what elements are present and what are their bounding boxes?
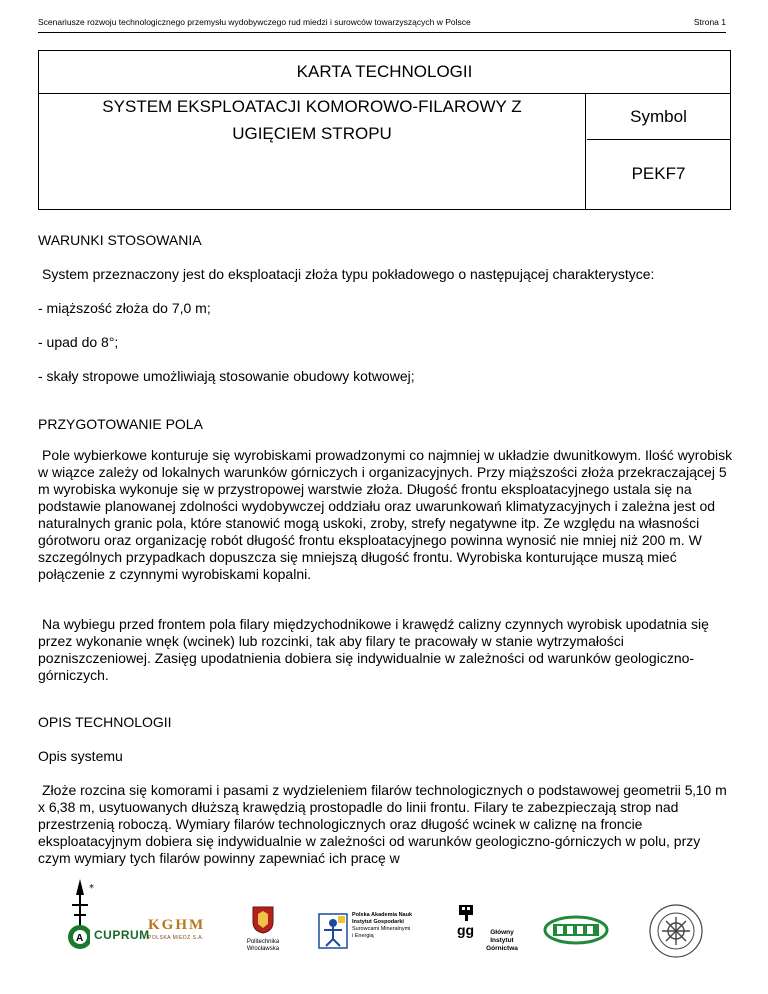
- pan-name-line: Instytut Gospodarki: [352, 919, 404, 925]
- pan-name-line: Polska Akademia Nauk: [352, 912, 413, 918]
- technology-card: [38, 50, 731, 210]
- partner-logos: [38, 873, 731, 963]
- warunki-item: - miąższość złoża do 7,0 m;: [38, 300, 211, 316]
- cuprum-wordmark: CUPRUM: [94, 928, 150, 942]
- subsection-heading-opis-systemu: Opis systemu: [38, 748, 123, 764]
- pwr-name-line: Wrocławska: [246, 946, 280, 952]
- svg-text:gg: gg: [457, 922, 475, 938]
- symbol-value: PEKF7: [631, 164, 686, 183]
- svg-text:*: *: [89, 883, 94, 894]
- warunki-intro: System przeznaczony jest do eksploatacji złoża typu pokładowego o następującej charakterystyce:: [42, 266, 655, 282]
- kghm-wordmark: KGHM: [148, 917, 206, 933]
- gig-name-line: Główny: [490, 929, 514, 936]
- pan-igsmie-logo: [318, 911, 433, 955]
- university-seal-icon: [648, 903, 704, 959]
- section-heading-warunki: WARUNKI STOSOWANIA: [38, 232, 202, 248]
- przygotowanie-paragraph: Na wybiegu przed frontem pola filary międzychodnikowe i krawędź calizny czynnych wyrobisk upodatnia się przez wykonanie wnęk (wcinek) lub rozcinki, tak aby filary te pracowały w stanie wytrzymałości pozniszczeniowej. Zasięg upodatnienia dobiera się indywidualnie w zależności od warunków geologiczno-górniczych.: [38, 616, 709, 683]
- warunki-item: - skały stropowe umożliwiają stosowanie obudowy kotwowej;: [38, 368, 415, 384]
- gig-emblem-icon: [456, 903, 482, 939]
- cuprum-logo: [52, 877, 150, 957]
- kghm-subtitle: POLSKA MIEDŹ S.A.: [148, 935, 205, 941]
- document-header-title: Scenariusze rozwoju technologicznego przemysłu wydobywczego rud miedzi i surowców towarzyszących w Polsce: [38, 17, 471, 27]
- pan-name-line: i Energią: [352, 933, 374, 939]
- card-title: KARTA TECHNOLOGII: [39, 51, 730, 94]
- system-name-cell: [39, 93, 586, 210]
- gig-logo: [456, 903, 526, 959]
- system-name: SYSTEM EKSPLOATACJI KOMOROWO-FILAROWY Z UGIĘCIEM STROPU: [102, 97, 522, 143]
- kghm-logo: [148, 917, 228, 957]
- green-oval-emblem-icon: [543, 915, 609, 945]
- page-number: Strona 1: [693, 17, 726, 27]
- pan-name-line: Surowcami Mineralnymi: [352, 926, 411, 932]
- pwr-shield-icon: [252, 906, 274, 934]
- warunki-item: - upad do 8°;: [38, 334, 119, 350]
- section-heading-przygotowanie: PRZYGOTOWANIE POLA: [38, 416, 203, 432]
- header-divider: [38, 32, 726, 33]
- pwr-logo: [238, 906, 288, 960]
- gig-name-line: Instytut: [490, 937, 514, 944]
- symbol-label: Symbol: [587, 93, 730, 140]
- svg-text:A: A: [76, 933, 84, 944]
- pwr-name-line: Politechnika: [246, 939, 280, 945]
- gig-name-line: Górnictwa: [486, 945, 518, 952]
- polsl-seal: [648, 903, 708, 959]
- opis-paragraph: Złoże rozcina się komorami i pasami z wydzieleniem filarów technologicznych o podstawowej geometrii 5‚10 m x 6‚38 m, usytuowanych dłuższą krawędzią prostopadle do linii frontu. Filary te zabezpieczają strop nad przestrzenią roboczą. Wymiary filarów technologicznych oraz długość wcinek w caliznę na froncie eksploatacyjnym dobiera się indywidualnie w zależności od warunków geologiczno-górniczych w polu, przy czym wymiary tych filarów powinny zapewniać ich pracę w: [38, 782, 727, 866]
- przygotowanie-paragraph: Pole wybierkowe konturuje się wyrobiskami prowadzonymi co najmniej w układzie dwunitkowym. Ilość wyrobisk w wiązce zależy od lokalnych warunków górniczych i organizacyjnych. Przy miąższości złoża przekraczającej 5 m wyrobiska wykonuje się w przystropowej warstwie złoża. Długość frontu eksploatacyjnego ustala się na podstawie planowanej zdolności wydobywczej oddziału oraz uwarunkowań klimatyzacyjnych i zależna jest od naturalnych granic pola, które stanowić mogą uskoki, zroby, strefy negatywne itp. Ze względu na własności górotworu oraz organizację robót długość frontu eksploatacyjnego powinna wynosić nie mniej niż 200 m. W szczególnych przypadkach dopuszcza się mniejszą długość frontu. Wyrobiska konturujące muszą mieć połączenie z czynnymi wyrobiskami kopalni.: [38, 447, 733, 582]
- green-company-logo: [543, 915, 609, 945]
- section-heading-opis: OPIS TECHNOLOGII: [38, 714, 172, 730]
- pan-emblem-icon: [318, 913, 348, 949]
- cuprum-emblem-icon: [52, 877, 144, 957]
